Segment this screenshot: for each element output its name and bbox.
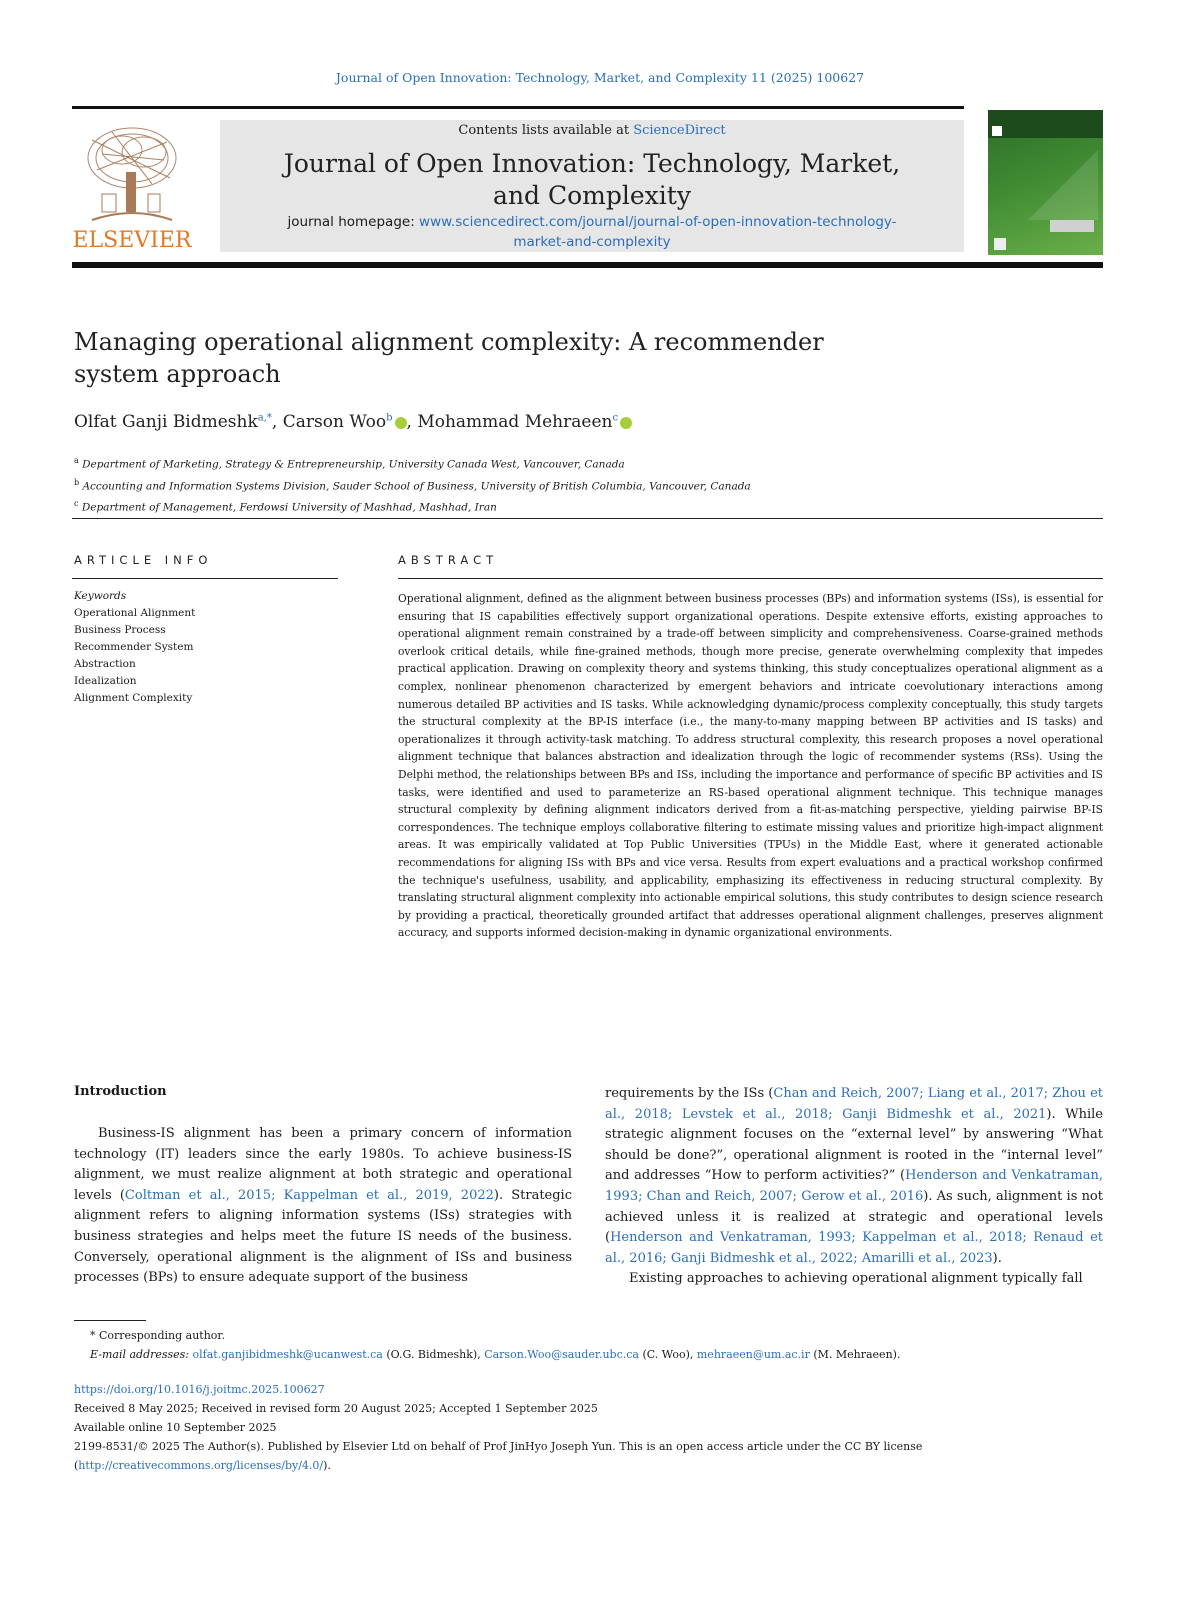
orcid-icon[interactable]	[620, 417, 632, 429]
abstract-heading: ABSTRACT	[398, 553, 499, 567]
affiliations	[74, 452, 1074, 517]
citation-link[interactable]: Henderson and Venkatraman, 1993; Kappelman et al., 2018; Renaud et al., 2016; Ganji Bidmeshk et al., 2022; Amarilli et al., 2023	[605, 1230, 1103, 1266]
cover-icon	[992, 126, 1002, 136]
author-affil-mark[interactable]: c	[612, 412, 619, 424]
keyword: Business Process	[74, 624, 166, 636]
homepage-link[interactable]: www.sciencedirect.com/journal/journal-of-open-innovation-technology-	[419, 214, 897, 230]
journal-title: Journal of Open Innovation: Technology, Market, and Complexity	[283, 149, 901, 210]
keyword: Alignment Complexity	[74, 692, 193, 704]
homepage-link-cont[interactable]: market-and-complexity	[513, 234, 671, 250]
email-link[interactable]: olfat.ganjibidmeshk@ucanwest.ca	[192, 1348, 383, 1361]
email-addresses: E-mail addresses: olfat.ganjibidmeshk@ucanwest.ca (O.G. Bidmeshk), Carson.Woo@sauder.ubc.ca (C. Woo), mehraeen@um.ac.ir (M. Mehraeen).	[90, 1348, 901, 1361]
author-affil-mark[interactable]: b	[386, 412, 393, 424]
author: Mohammad Mehraeen	[417, 412, 613, 432]
body-column-right	[605, 1084, 1103, 1290]
cover-shape	[1028, 150, 1098, 220]
corresponding-author-note: * Corresponding author.	[90, 1329, 225, 1342]
license-line: (http://creativecommons.org/licenses/by/4.0/).	[74, 1459, 331, 1472]
article-info-rule	[72, 578, 338, 579]
keywords-block	[74, 588, 334, 707]
citation-link[interactable]: Henderson and Venkatraman, 1993; Chan and Reich, 2007; Gerow et al., 2016	[605, 1168, 1103, 1204]
author: Olfat Ganji Bidmeshk	[74, 412, 258, 432]
journal-homepage: journal homepage: www.sciencedirect.com/journal/journal-of-open-innovation-technology- market-and-complexity	[220, 212, 964, 252]
footnote-rule	[74, 1320, 146, 1321]
footnotes	[90, 1326, 1100, 1364]
cover-footer	[1050, 220, 1094, 232]
masthead-rule	[72, 262, 1103, 268]
affiliation: $^c$ Department of Management, Ferdowsi University of Mashhad, Mashhad, Iran	[74, 499, 497, 514]
paragraph: requirements by the ISs (Chan and Reich, 2007; Liang et al., 2017; Zhou et al., 2018; Levstek et al., 2018; Ganji Bidmeshk et al., 2021). While strategic alignment focuses on the “external level” by answering “What should be done?”, operational alignment is rooted in the “internal level” and addresses “How to perform activities?” (Henderson and Venkatraman, 1993; Chan and Reich, 2007; Gerow et al., 2016). As such, alignment is not achieved unless it is realized at strategic and operational levels (Henderson and Venkatraman, 1993; Kappelman et al., 2018; Renaud et al., 2016; Ganji Bidmeshk et al., 2022; Amarilli et al., 2023).	[605, 1086, 1103, 1266]
running-header[interactable]: Journal of Open Innovation: Technology, Market, and Complexity 11 (2025) 100627	[335, 70, 865, 85]
affiliation: $^b$ Accounting and Information Systems Division, Sauder School of Business, University of British Columbia, Vancouver, Canada	[74, 477, 751, 492]
journal-cover-image	[988, 110, 1103, 255]
email-link[interactable]: Carson.Woo@sauder.ubc.ca	[484, 1348, 639, 1361]
article-info-heading: ARTICLE INFO	[74, 553, 213, 567]
introduction-heading: Introduction	[74, 1084, 167, 1099]
author-list: Olfat Ganji Bidmeshk$^{a,*}$, Carson Woo$^b$ , Mohammad Mehraeen$^c$	[74, 412, 974, 432]
license-link[interactable]: http://creativecommons.org/licenses/by/4.0/	[78, 1459, 324, 1472]
body-column-left: Business-IS alignment has been a primary concern of information technology (IT) leaders since the early 1980s. To achieve business-IS alignment, we must realize alignment at both strategic and operational levels (Coltman et al., 2015; Kappelman et al., 2019, 2022). Strategic alignment refers to aligning information systems (ISs) strategies with business strategies and helps meet the future IS needs of the business. Conversely, operational alignment is the alignment of ISs and business processes (BPs) to ensure adequate support of the business	[74, 1126, 572, 1286]
available-online: Available online 10 September 2025	[74, 1421, 277, 1434]
cover-band	[988, 110, 1103, 138]
publisher-logo-text: ELSEVIER	[72, 228, 192, 253]
keyword: Idealization	[74, 675, 137, 687]
cover-publisher-mark	[994, 238, 1006, 250]
author: Carson Woo	[282, 412, 387, 432]
citation-link[interactable]: Coltman et al., 2015; Kappelman et al., 2019, 2022	[124, 1187, 494, 1203]
elsevier-tree-logo	[72, 120, 190, 224]
sciencedirect-link[interactable]: ScienceDirect	[633, 123, 726, 138]
email-link[interactable]: mehraeen@um.ac.ir	[696, 1348, 810, 1361]
contents-line: Contents lists available at ScienceDirect	[458, 123, 726, 138]
journal-masthead	[220, 120, 964, 252]
citation-link[interactable]: Chan and Reich, 2007; Liang et al., 2017; Zhou et al., 2018; Levstek et al., 2018; Ganji Bidmeshk et al., 2021	[605, 1086, 1103, 1122]
orcid-icon[interactable]	[395, 417, 407, 429]
paragraph: Existing approaches to achieving operational alignment typically fall	[629, 1271, 1083, 1287]
publication-info	[74, 1380, 1104, 1475]
received-dates: Received 8 May 2025; Received in revised form 20 August 2025; Accepted 1 September 2025	[74, 1402, 598, 1415]
abstract-rule	[398, 578, 1103, 579]
keyword: Operational Alignment	[74, 607, 196, 619]
header-rule	[72, 106, 964, 109]
keyword: Recommender System	[74, 641, 194, 653]
keywords-heading: Keywords	[74, 590, 127, 602]
doi-link[interactable]: https://doi.org/10.1016/j.joitmc.2025.100627	[74, 1383, 325, 1396]
abstract-text: Operational alignment, defined as the alignment between business processes (BPs) and information systems (ISs), is essential for ensuring that IS capabilities effectively support organizational operations. Despite extensive efforts, existing approaches to operational alignment remain constrained by a trade-off between simplicity and comprehensiveness. Coarse-grained methods overlook critical details, while fine-grained methods, though more precise, generate overwhelming complexity that impedes practical application. Drawing on complexity theory and systems thinking, this study conceptualizes operational alignment as a complex, nonlinear phenomenon characterized by emergent behaviors and intricate coevolutionary interactions among numerous detailed BP activities and IS tasks. While acknowledging dynamic/process complexity conceptually, this study targets the structural complexity at the BP-IS interface (i.e., the many-to-many mapping between BP activities and IS tasks) and operationalizes it through activity-task matching. To address structural complexity, this research proposes a novel operational alignment technique that balances abstraction and idealization through the logic of recommender systems (RSs). Using the Delphi method, the relationships between BPs and ISs, including the importance and performance of specific BP activities and IS tasks, were identified and used to parameterize an RS-based operational alignment technique. This technique manages structural complexity by defining alignment indicators derived from a fit-as-matching perspective, yielding pairwise BP-IS correspondences. The technique employs collaborative filtering to estimate missing values and prioritize high-impact alignment areas. It was empirically validated at Top Public Universities (TPUs) in the Middle East, where it generated actionable recommendations for aligning ISs with BPs and vice versa. Results from expert evaluations and a practical workshop confirmed the technique's usefulness, usability, and applicability, emphasizing its effectiveness in reducing structural complexity. By translating structural alignment complexity into actionable empirical solutions, this study contributes to design science research by providing a practical, theoretically grounded artifact that addresses operational alignment challenges, preserves alignment accuracy, and supports informed decision-making in dynamic organizational environments.	[398, 592, 1103, 940]
author-affil-mark[interactable]: a,*	[257, 412, 272, 424]
section-divider	[72, 518, 1103, 519]
article-title: Managing operational alignment complexity: A recommender system approach	[74, 328, 824, 388]
copyright-line: 2199-8531/© 2025 The Author(s). Published by Elsevier Ltd on behalf of Prof JinHyo Joseph Yun. This is an open access article under the CC BY license	[74, 1440, 923, 1453]
keyword: Abstraction	[74, 658, 136, 670]
affiliation: $^a$ Department of Marketing, Strategy & Entrepreneurship, University Canada West, Vancouver, Canada	[74, 456, 625, 471]
